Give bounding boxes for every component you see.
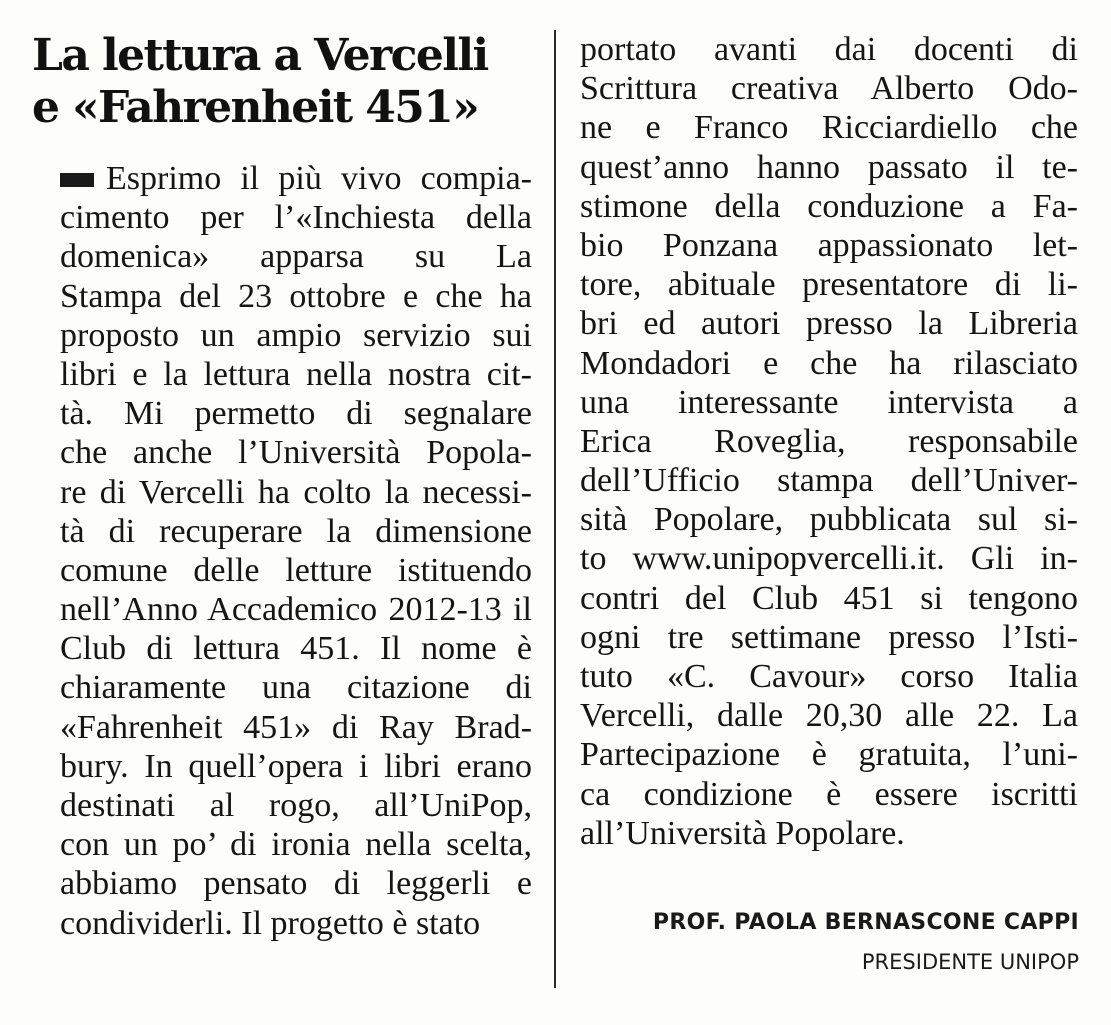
body-line: quest’anno hanno passato il te-: [580, 148, 1078, 186]
body-line: tuto «C. Cavour» corso Italia: [580, 658, 1078, 695]
right-column: [580, 30, 1078, 853]
body-line: to www.unipopvercelli.it. Gli in-: [580, 540, 1078, 578]
body-line: comune delle letture istituendo: [60, 551, 532, 589]
body-line: Club di lettura 451. Il nome è: [60, 630, 532, 668]
body-line: bury. In quell’opera i libri erano: [60, 747, 532, 785]
author-role: PRESIDENTE UNIPOP: [861, 950, 1079, 974]
body-line: proposto un ampio servizio sui: [60, 316, 532, 354]
article-title: [32, 30, 532, 134]
body-line: con un po’ di ironia nella scelta,: [60, 826, 532, 864]
body-line: cimento per l’«Inchiesta della: [60, 199, 532, 237]
body-line: tà di recuperare la dimensione: [60, 512, 532, 550]
body-line: destinati al rogo, all’UniPop,: [60, 787, 532, 824]
body-line: Vercelli, dalle 20,30 alle 22. La: [580, 697, 1078, 735]
body-line: Partecipazione è gratuita, l’uni-: [580, 736, 1078, 774]
body-line: libri e la lettura nella nostra cit-: [60, 355, 532, 393]
body-line: chiaramente una citazione di: [60, 669, 532, 707]
body-line: ca condizione è essere iscritti: [580, 775, 1078, 813]
body-line: stimone della conduzione a Fa-: [580, 187, 1078, 225]
body-line: Mondadori e che ha rilasciato: [580, 344, 1078, 382]
left-column: [60, 159, 532, 943]
title-line: e «Fahrenheit 451»: [32, 82, 479, 133]
body-line: all’Università Popolare.: [580, 814, 905, 852]
body-line: Erica Roveglia, responsabile: [580, 422, 1078, 460]
body-line: una interessante intervista a: [580, 383, 1078, 421]
body-line: re di Vercelli ha colto la necessi-: [60, 473, 532, 511]
body-line: che anche l’Università Popola-: [60, 434, 532, 472]
body-line: dell’Ufficio stampa dell’Univer-: [580, 462, 1078, 500]
body-line: «Fahrenheit 451» di Ray Brad-: [60, 708, 532, 746]
author-signature: PROF. PAOLA BERNASCONE CAPPI: [652, 910, 1079, 935]
column-divider: [554, 30, 556, 988]
body-line: Stampa del 23 ottobre e che ha: [60, 277, 532, 315]
body-line: Scrittura creativa Alberto Odo-: [580, 70, 1078, 108]
body-line: bri ed autori presso la Libreria: [580, 305, 1078, 343]
body-line: ne e Franco Ricciardiello che: [580, 109, 1078, 147]
body-line: bio Ponzana appassionato let-: [580, 226, 1078, 264]
body-line: portato avanti dai docenti di: [580, 31, 1078, 68]
body-line: condividerli. Il progetto è stato: [60, 904, 481, 942]
body-line: sità Popolare, pubblicata sul si-: [580, 501, 1078, 539]
body-line: tà. Mi permetto di segnalare: [60, 395, 532, 433]
body-line: nell’Anno Accademico 2012-13 il: [60, 591, 532, 629]
body-line: contri del Club 451 si tengono: [580, 579, 1078, 617]
title-line: La lettura a Vercelli: [32, 30, 488, 81]
body-line: tore, abituale presentatore di li-: [580, 266, 1078, 304]
body-line: domenica» apparsa su La: [60, 238, 532, 276]
body-line: ogni tre settimane presso l’Isti-: [580, 618, 1078, 656]
body-line: Esprimo il più vivo compia-: [106, 160, 532, 197]
body-line: abbiamo pensato di leggerli e: [60, 865, 532, 903]
